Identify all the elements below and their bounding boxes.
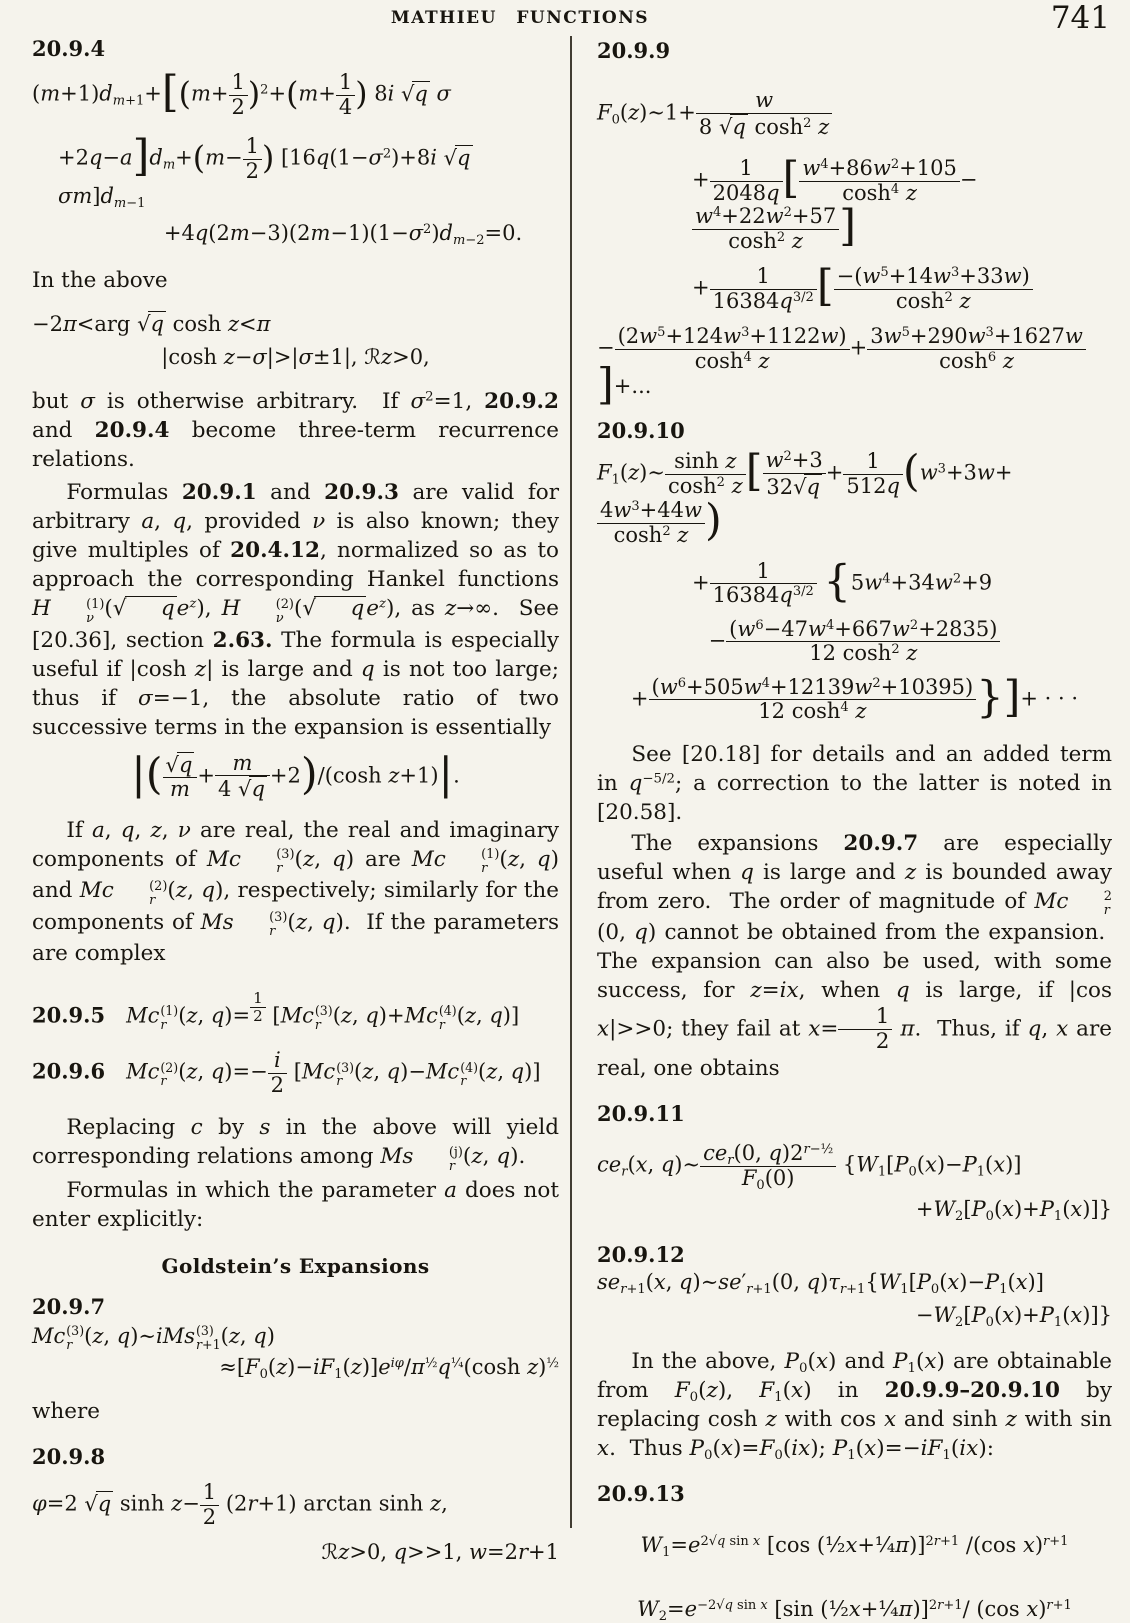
text-in-the-above: In the above <box>32 267 168 293</box>
equation-20-9-9-line-4: − $\frac{(2w^5+124w^3+1122w)}{\cosh^4 z}$ + $\frac{3w^5+290w^3+1627w}{\cosh^6 z}$ ]+... <box>597 325 1112 400</box>
section-label-20-9-10: 20.9.10 <box>597 418 685 444</box>
text-where: where <box>32 1398 100 1424</box>
paragraph-formulas-no-a: Formulas in which the parameter a does not enter explicitly: <box>32 1177 559 1232</box>
right-column <box>597 34 1112 1623</box>
equation-20-9-4-line-1: $(m+1)d_{m+1}+[(m+$ $\frac{1}{2}$ )$^2$+(m+ $\frac{1}{4}$ ) 8i √q σ <box>32 67 451 119</box>
display-cosh-condition: |cosh z−σ|>|σ±1|, ℛz>0, <box>161 344 430 369</box>
equation-20-9-9-line-2: + $\frac{1}{2048q}$ [ $\frac{w^4+86w^2+105}{\cosh^4 z}$ − $\frac{w^4+22w^2+57}{\cosh^2 z}$ ] <box>692 153 978 253</box>
section-label-20-9-8: 20.9.8 <box>32 1443 106 1469</box>
heading-goldsteins-expansions: Goldstein’s Expansions <box>161 1253 430 1278</box>
equation-20-9-10-line-2: + $\frac{1}{16384q^{3/2}}$ {$5w^4+34w^2+9$ <box>692 556 993 608</box>
paragraph-in-the-above-p0-p1: In the above, $P_0(x)$ and $P_1(x)$ are obtainable from $F_0(z)$, $F_1(x)$ in 20.9.9–20.9.10 by replacing cosh z with cos x and sinh z with sin x. Thus $P_0(x)=F_0(ix)$; $P_1(x)=-iF_1(ix)$: <box>597 1349 1113 1464</box>
equation-20-9-11-line-1: $ce_r(x$, q)∼ $ce_r(0$, $q)2^{r-\frac{1}{2}}$ $F_0(0)$ {$W_1[P_0(x)-P_1(x)]$ <box>597 1141 1022 1193</box>
equation-20-9-8-line-1: φ=2 √q sinh z− $\frac{1}{2}$ (2r+1) arctan sinh z, <box>32 1479 448 1529</box>
section-label-20-9-7: 20.9.7 <box>32 1293 106 1319</box>
section-label-20-9-11: 20.9.11 <box>597 1101 685 1127</box>
equation-20-9-10-line-3: − $\frac{(w^6-47w^4+667w^2+2835)}{12 \cosh^2 z}$ <box>597 618 1112 666</box>
equation-20-9-12-line-2: $-W_2[P_0(x)+P_1(x)]$} <box>915 1302 1112 1330</box>
paragraph-see-20-18: See [20.18] for details and an added term in $q^{-5/2}$; a correction to the latter is noted in [20.58]. <box>597 741 1113 825</box>
section-label-20-9-4: 20.9.4 <box>32 36 106 61</box>
page-number: 741 <box>1050 0 1110 36</box>
display-arg-condition: −2π<arg √q cosh z<π <box>32 311 271 336</box>
equation-20-9-9-line-1: $F_0(z)\sim 1+$ $\frac{w}{8 √q \cosh^2 z}$ <box>597 89 1112 139</box>
column-divider <box>570 36 572 1528</box>
left-column <box>32 34 559 1566</box>
display-ratio-formula: |( $\frac{√q}{m}$ + $\frac{m}{4 √q}$ +2)/(cosh z+1)|. <box>131 749 460 802</box>
equation-20-9-6: 20.9.6 Mc (2) r (z, q)=− $\frac{i}{2}$ [Mc (3) r (z, q)−Mc (4) r (z, q)] <box>32 1048 541 1097</box>
section-label-20-9-9: 20.9.9 <box>597 38 671 63</box>
equation-20-9-8-line-2: ℛz>0, q>>1, w=2r+1 <box>321 1540 559 1565</box>
equation-20-9-4-line-3: $+4q(2m-3)(2m-1)(1-\sigma^2)d_{m-2}=0$. <box>163 221 523 249</box>
equation-20-9-13-w2: $W_2=e^{-2√q sin x}$ [sin (½x+¼π)]$^{2r+1}$/ (cos x)$^{r+1}$ <box>637 1596 1072 1623</box>
equation-20-9-11-line-2: $+W_2[P_0(x)+P_1(x)]$} <box>915 1197 1112 1225</box>
equation-20-9-9-line-3: + $\frac{1}{16384q^{3/2}}$ [ $\frac{-(w^5+14w^3+33w)}{\cosh^2 z}$ <box>597 265 1112 313</box>
section-label-20-9-12: 20.9.12 <box>597 1241 685 1267</box>
equation-20-9-10-line-4: + $\frac{(w^6+505w^4+12139w^2+10395)}{12 \cosh^4 z}$ }]+ · · · <box>630 672 1079 724</box>
paragraph-replacing-c-by-s: Replacing c by s in the above will yield corresponding relations among Ms (j) r (z, q). <box>32 1115 559 1174</box>
paragraph-real-imaginary: If a, q, z, ν are real, the real and imaginary components of Mc (3) r (z, q) are Mc (1) r (z, q) and Mc (2) r (z, q), respectively; similarly for the components of Ms (3) r (z, q). If the parameters are complex <box>32 817 560 966</box>
equation-20-9-4-line-2: $+2q-a]d_m+(m-$ $\frac{1}{2}$ ) [$16q(1-\sigma^2)+8i$ √q $\sigma m]d_{m-1}$ <box>58 131 471 211</box>
equation-20-9-12-line-1: $se_{r+1}(x$, $q)\sim se'_{r+1}(0$, $q)\tau_{r+1}\{W_1[P_0(x)-P_1(x)]$ <box>597 1269 1044 1297</box>
section-label-20-9-13: 20.9.13 <box>597 1481 685 1507</box>
paragraph-formulas-valid: Formulas 20.9.1 and 20.9.3 are valid for arbitrary a, q, provided ν is also known; they give multiples of 20.4.12, normalized so as to approach the corresponding Hankel functions H (1) ν (√ $qe^z$), H (2) ν (√ $qe^z$), as z→∞. See [20.36], section 2.63. The formula is especially useful if |cosh z| is large and q is not too large; thus if σ=−1, the absolute ratio of two successive terms in the expansion is essentially <box>32 480 560 740</box>
equation-20-9-10-line-1: $F_1(z)\sim$ $\frac{\text{sinh z}}{\cosh^2 z}$ [ $\frac{w^2+3}{32√q}$ + $\frac{1}{512q}$ ($w^3+3w+$ $\frac{4w^3+44w}{\cosh^2 z}$ ) <box>597 446 1013 547</box>
equation-20-9-7-line-1: Mc (3) r (z, q)∼iMs (3) r+1 (z, q) <box>32 1323 275 1353</box>
equation-20-9-13-w1: $W_1=e^{2√q sin x}$ [cos (½x+¼π)]$^{2r+1}$ /(cos x)$^{r+1}$ <box>640 1533 1069 1561</box>
paragraph-sigma-arbitrary: but σ is otherwise arbitrary. If $\sigma^2=1$, 20.9.2 and 20.9.4 become three-term recurrence relations. <box>32 389 559 473</box>
equation-20-9-5: 20.9.5 Mc (1) r (z, q)= $\frac{1}{2}$ [Mc (3) r (z, q)+Mc (4) r (z, q)] <box>32 989 520 1032</box>
paragraph-expansions-useful: The expansions 20.9.7 are especially useful when q is large and z is bounded away from zero. The order of magnitude of Mc 2 r (0, q) cannot be obtained from the expansion. The expansion can also be used, with some success, for z=ix, when q is large, if |cos x|>>0; they fail at x= $\frac{1}{2}$ π. Thus, if q, x are real, one obtains <box>597 830 1113 1082</box>
equation-20-9-7-line-2: $\approx[F_0(z)-iF_1(z)]e^{i\varphi}/\pi^{\frac{1}{2}}q^{\frac{1}{4}}(\cosh$ z)$^{\frac{1}{2}}$ <box>219 1354 559 1382</box>
page-header-title: MATHIEU FUNCTIONS <box>390 8 650 28</box>
